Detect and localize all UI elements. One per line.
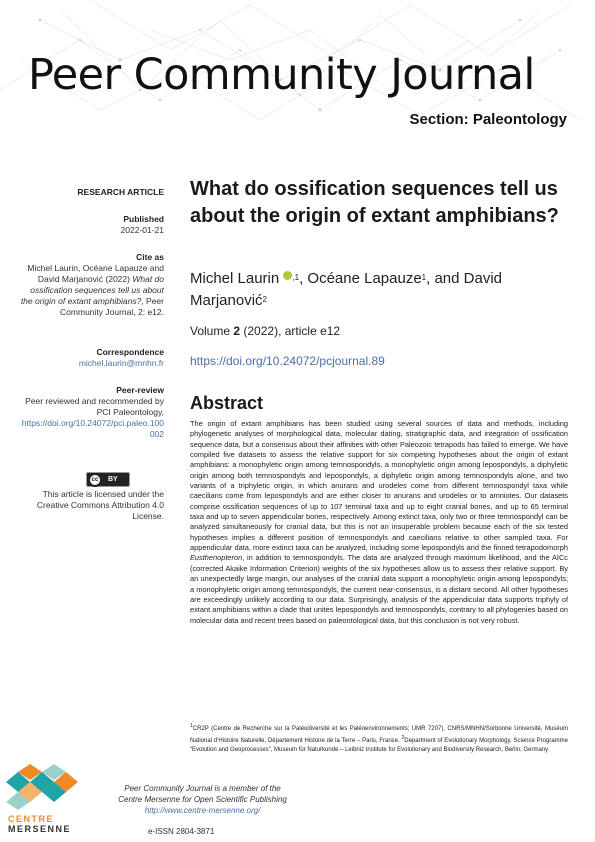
volume-suffix: (2022), article e12 [240, 324, 341, 338]
affiliations-footnote [190, 722, 568, 755]
peer-review-text: Peer reviewed and recommended by PCI Paleontology, [25, 396, 164, 417]
cite-title: What do ossification sequences tell us about the origin of extant amphibians? [20, 274, 164, 306]
author-3: , and David Marjanović [190, 270, 502, 309]
article-type [18, 187, 164, 198]
published-date: 2022-01-21 [120, 225, 164, 235]
doi-link[interactable]: https://doi.org/10.24072/pcjournal.89 [190, 354, 385, 368]
author-2-affiliation: 1 [421, 273, 427, 282]
logo-line-2: MERSENNE [8, 824, 72, 834]
issn: e-ISSN 2804-3871 [148, 827, 215, 836]
cc-by-license-badge[interactable] [86, 472, 130, 487]
creative-commons-icon: cc [88, 473, 102, 487]
section-label: Section: Paleontology [409, 111, 567, 128]
footnote-1-marker: 1 [190, 723, 193, 729]
author-1-affiliation: ,1 [292, 273, 300, 282]
published-block [18, 214, 164, 236]
centre-mersenne-wordmark [8, 814, 71, 834]
correspondence-label: Correspondence [96, 347, 164, 357]
article-type-label: RESEARCH ARTICLE [77, 187, 164, 197]
member-line-2: Centre Mersenne for Open Scientific Publishing [118, 795, 287, 804]
peer-review-block [18, 385, 164, 440]
abstract-text-1: The origin of extant amphibians has been studied using several sources of data and methods, including phylogenetic analyses of morphological data, molecular dating, stratigraphic data, and integration of ossification sequence data, but a consensus about their affinities with other Paleozoic tetrapods has failed to emerge. We have compiled five datasets to assess the relative support for six competing hypotheses about the origin of extant amphibians: a monophyletic origin among temnospondyls, a monophyletic origin among lepospondyls, a diphyletic origin among both temnospondyls and lepospondyls, a diphyletic origin among temnospondyls alone, and two variants of a triphyletic origin, in which anurans and urodeles come from different temnospondyl taxa while caecilians come from lepospondyls and are either closer to anurans and urodeles or to amniotes. Our datasets comprise ossification sequences of up to 107 terminal taxa and up to eight cranial bones, and up to 65 terminal taxa and up to seven appendicular bones, respectively. Among extinct taxa, only two or three temnospondyl can be analyzed simultaneously for cranial data, but this is not an insuperable problem because each of the six tested hypotheses implies a different position of temnospondyls and caecilians relative to other sampled taxa. For appendicular data, more extinct taxa can be analyzed, including some lepospondyls and the finned tetrapodomorph [190, 419, 568, 553]
volume-prefix: Volume [190, 324, 234, 338]
abstract-body [190, 419, 568, 626]
abstract-text-2: , in addition to temnospondyls. The data are analyzed through maximum likelihood, and the AICc (corrected Akaike Information Criterion) weights of the six hypotheses allow us to assess their relative support. By an unexpectedly large margin, our analyses of the cranial data support a monophyletic origin among lepospondyls; a monophyletic origin among temnospondyls, the current near-consensus, is a distant second. All other hypotheses are exceedingly unlikely according to our data. Surprisingly, analysis of the appendicular data supports triphyly of extant amphibians within a clade that unites lepospondyls and temnospondyls, contrary to all phylogenies based on molecular data and recent trees based on paleontological data, but this conclusion is not very robust. [190, 553, 568, 625]
peer-review-label: Peer-review [116, 385, 164, 395]
membership-note [90, 783, 315, 816]
volume-info [190, 324, 340, 338]
citation-block [18, 252, 164, 318]
license-text: This article is licensed under the Creative Commons Attribution 4.0 License. [36, 489, 164, 521]
correspondence-block [18, 347, 164, 369]
abstract-heading: Abstract [190, 393, 264, 413]
abstract-italic-taxon: Eusthenopteron [190, 553, 243, 563]
published-label: Published [123, 214, 164, 224]
author-2: , Océane Lapauze [299, 270, 422, 287]
volume-number: 2 [233, 324, 241, 338]
author-1: Michel Laurin [190, 270, 280, 287]
cite-authors: Michel Laurin, Océane Lapauze and David Marjanović (2022) [27, 263, 164, 284]
centre-mersenne-link[interactable]: http://www.centre-mersenne.org/ [144, 806, 261, 815]
by-icon: BY [108, 476, 118, 483]
peer-review-link[interactable]: https://doi.org/10.24072/pci.paleo.100002 [21, 418, 164, 439]
correspondence-email-link[interactable]: michel.laurin@mnhn.fr [78, 358, 164, 368]
author-3-affiliation: 2 [262, 295, 267, 304]
cite-source: , Peer Community Journal, 2: e12. [60, 296, 164, 317]
footnote-1-text: CR2P (Centre de Recherche sur la Paléodiversité et les Paléoenvironnements; UMR 7207), CNRS/MNHN/Sorbonne Université, Muséum National d'Histoire Naturelle, Département Histoire de la Terre – Paris, France, [190, 726, 568, 744]
author-list [190, 268, 565, 312]
license-block [18, 489, 164, 522]
member-line-1: is a member of the [212, 784, 281, 793]
journal-title: Peer Community Journal [28, 50, 535, 100]
cite-label: Cite as [136, 252, 164, 262]
footnote-2-text: Department of Evolutionary Morphology, Science Programme “Evolution and Geoprocesses”, Museum für Naturkunde – Leibniz Institute for Evolutionary and Biodiversity Research, Berlin, Germany [190, 738, 568, 753]
member-journal-name: Peer Community Journal [124, 784, 213, 793]
article-title: What do ossification sequences tell us about the origin of extant amphibians? [190, 178, 559, 227]
footnote-2-marker: 2 [401, 735, 405, 741]
logo-line-1: CENTRE [8, 814, 55, 824]
